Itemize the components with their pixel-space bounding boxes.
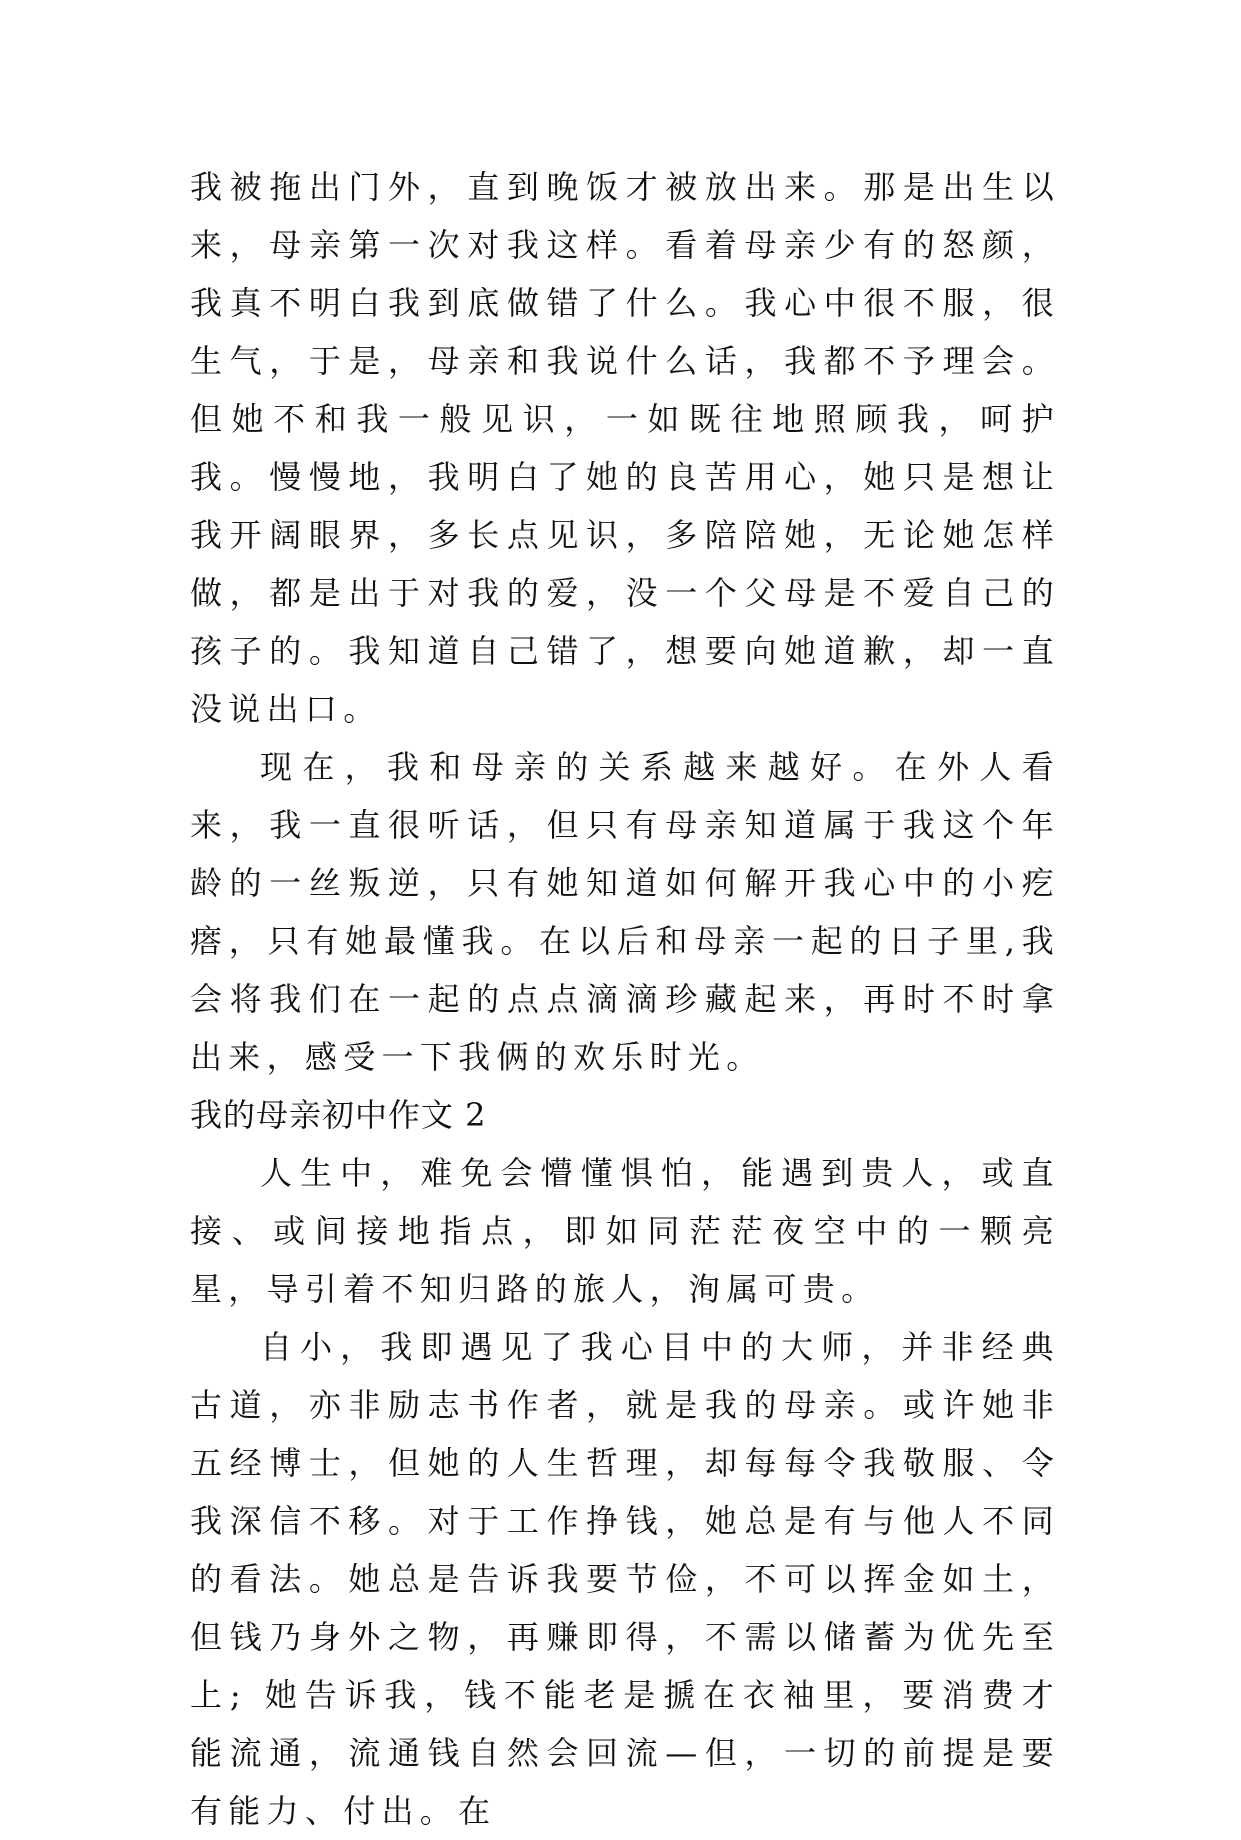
section-heading: 我的母亲初中作文 2 (190, 1096, 487, 1134)
paragraph-4: 自小，我即遇见了我心目中的大师，并非经典古道，亦非励志书作者，就是我的母亲。或许她非五经博士，但她的人生哲理，却每每令我敬服、令我深信不移。对于工作挣钱，她总是有与他人不同的看法。她总是告诉我要节俭，不可以挥金如土，但钱乃身外之物，再赚即得，不需以储蓄为优先至上; 她告诉我，钱不能老是搋在衣袖里，要消费才能流通，流通钱自然会回流—但，一切的前提是要有能力、付出。在 (190, 1328, 1060, 1830)
document-body (190, 158, 1060, 1840)
paragraph-2: 现在，我和母亲的关系越来越好。在外人看来，我一直很听话，但只有母亲知道属于我这个年龄的一丝叛逆，只有她知道如何解开我心中的小疙瘩，只有她最懂我。在以后和母亲一起的日子里,我会将我们在一起的点点滴滴珍藏起来，再时不时拿出来，感受一下我俩的欢乐时光。 (190, 748, 1060, 1076)
paragraph-3: 人生中，难免会懵懂惧怕，能遇到贵人，或直接、或间接地指点，即如同茫茫夜空中的一颗亮星，导引着不知归路的旅人，洵属可贵。 (190, 1154, 1060, 1308)
paragraph-1: 我被拖出门外，直到晚饭才被放出来。那是出生以来，母亲第一次对我这样。看着母亲少有的怒颜，我真不明白我到底做错了什么。我心中很不服，很生气，于是，母亲和我说什么话，我都不予理会。但她不和我一般见识，一如既往地照顾我，呵护我。慢慢地，我明白了她的良苦用心，她只是想让我开阔眼界，多长点见识，多陪陪她，无论她怎样做，都是出于对我的爱，没一个父母是不爱自己的孩子的。我知道自己错了，想要向她道歉，却一直没说出口。 (190, 168, 1060, 728)
